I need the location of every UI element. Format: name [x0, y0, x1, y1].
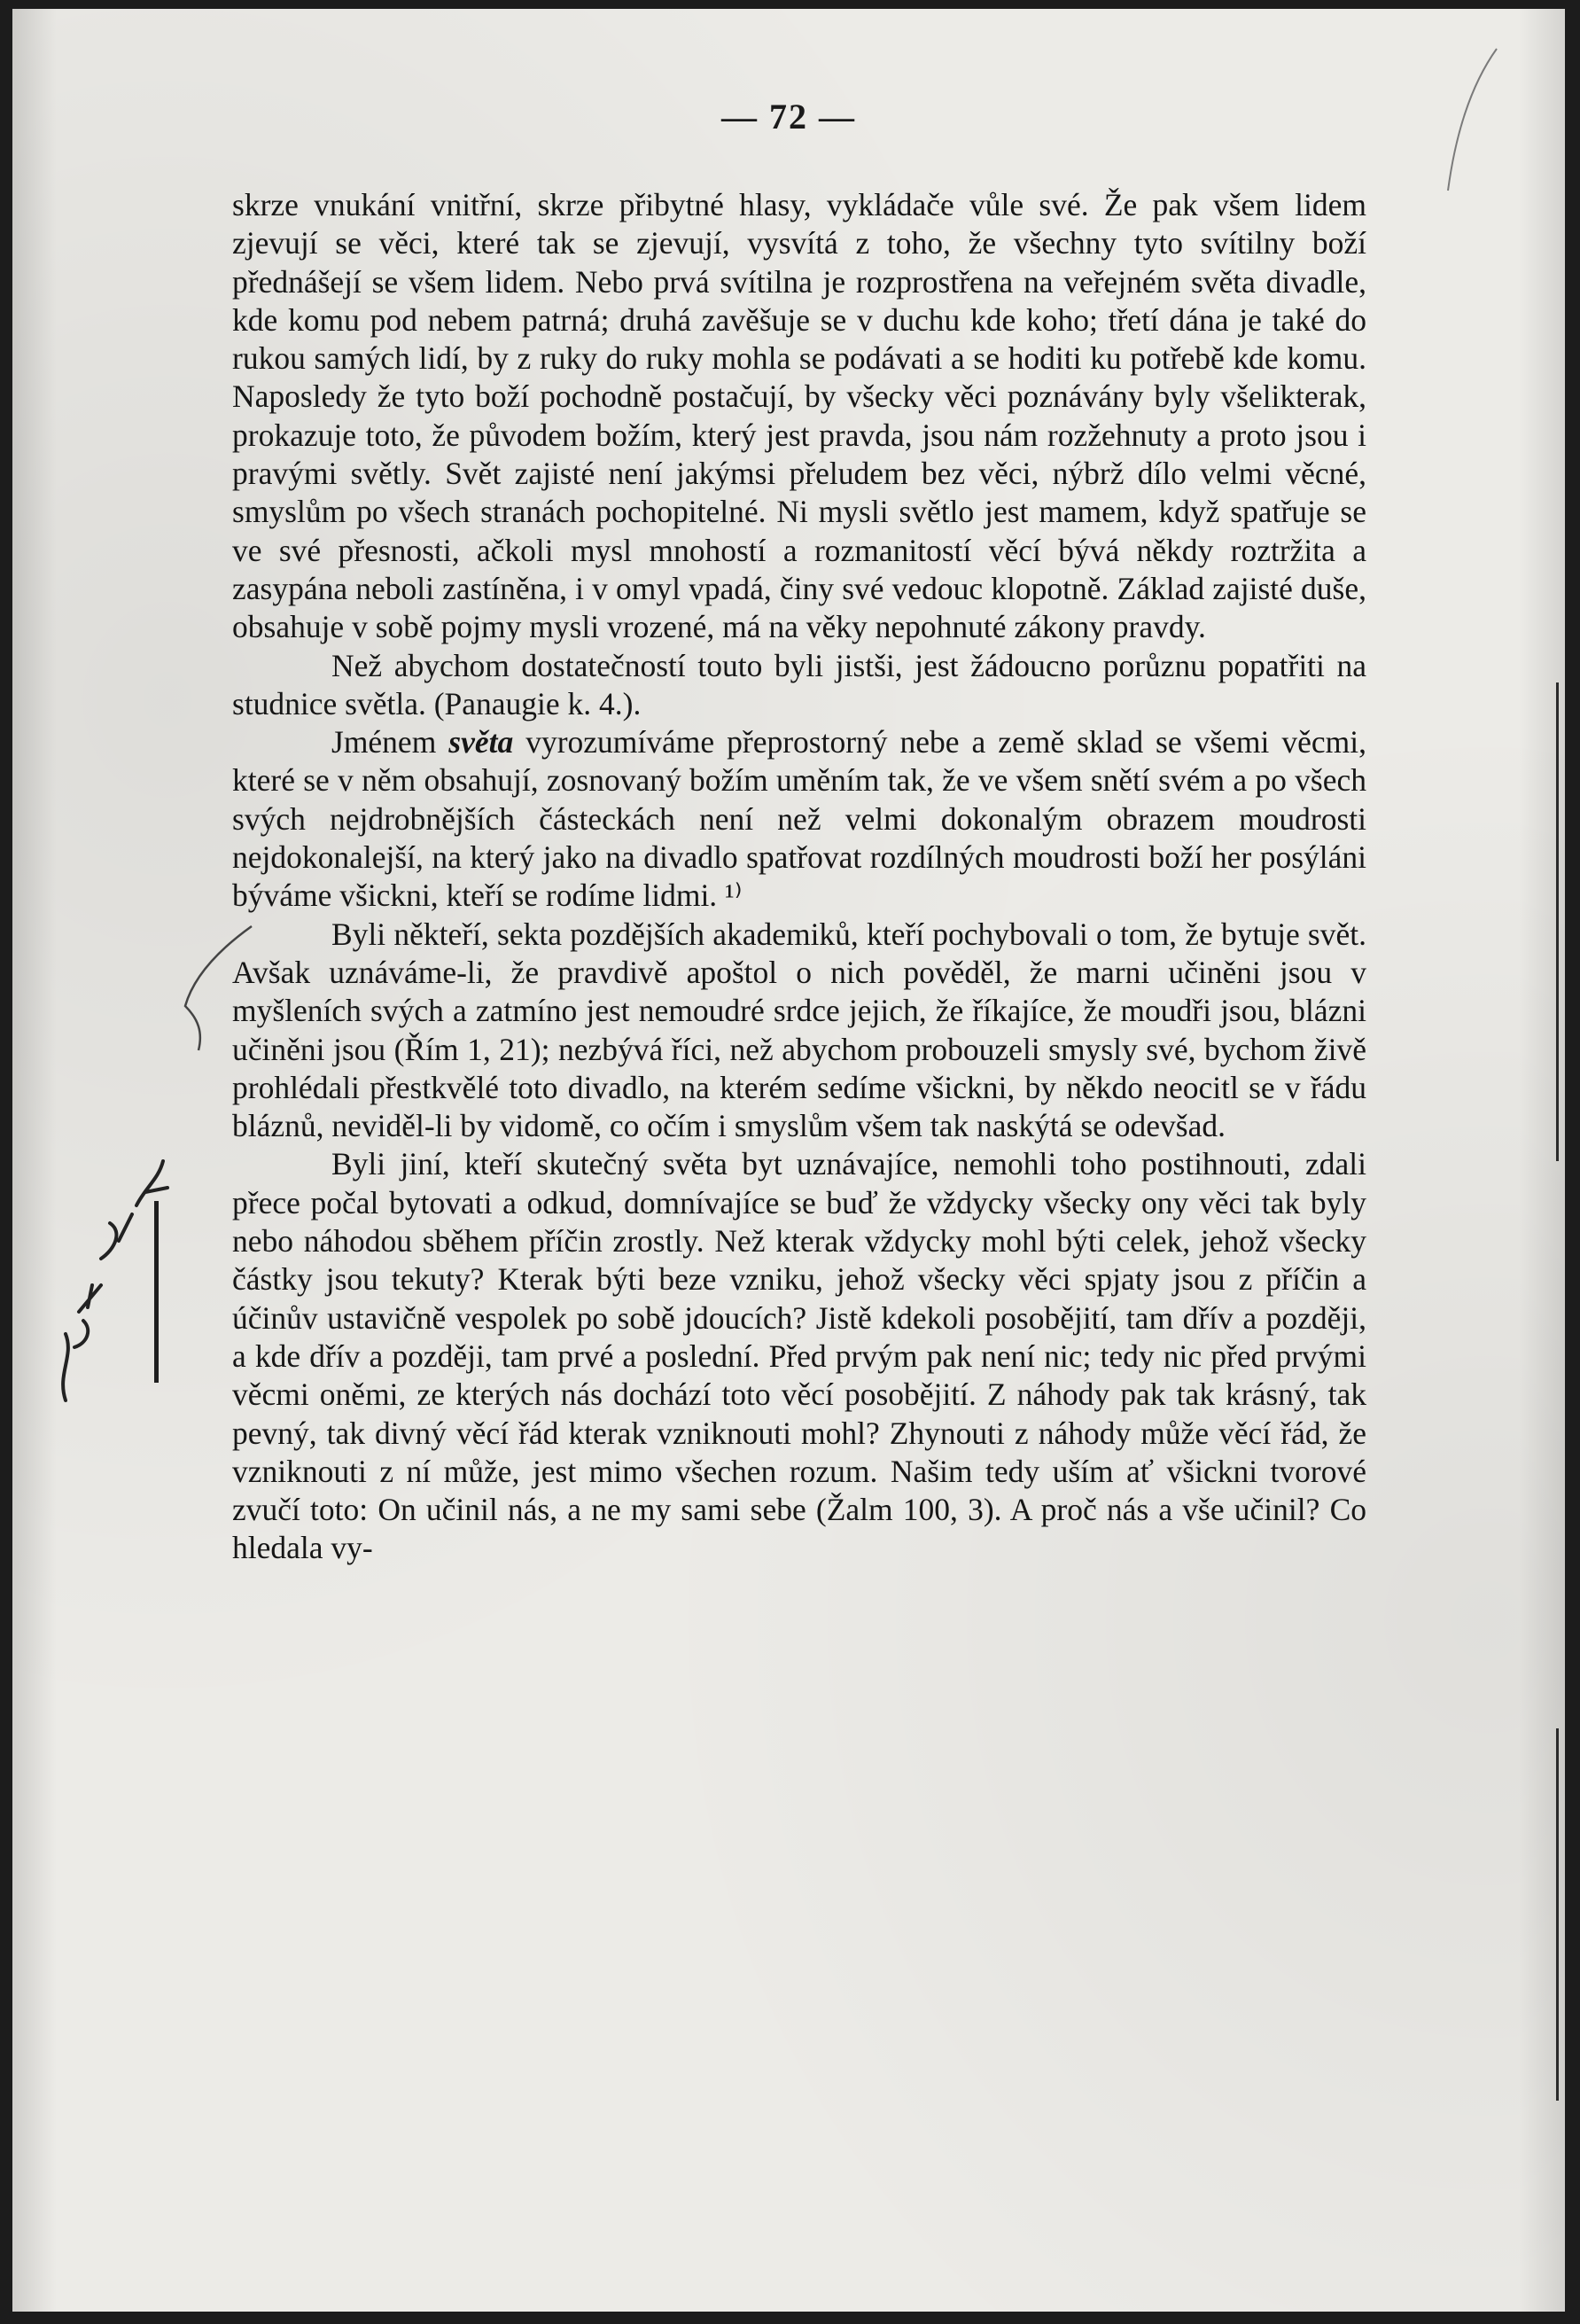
- right-edge-mark-2: [1556, 1728, 1559, 2101]
- paragraph-1: skrze vnukání vnitřní, skrze přibytné hlasy, vykládače vůle své. Že pak všem lidem zjevují se věci, které tak se zjevují, vysvítá z toho, že všechny tyto svítilny boží přednášejí se všem lidem. Nebo prvá svítilna je rozprostřena na veřejném světa divadle, kde komu pod nebem patrná; druhá zavěšuje se v duchu kde koho; třetí dána je také do rukou samých lidí, by z ruky do ruky mohla se podávati a se hoditi ku potřebě kde komu. Naposledy že tyto boží pochodně postačují, by všecky věci poznávány byly všelikterak, prokazuje toto, že původem božím, který jest pravda, jsou nám rozžehnuty a proto jsou i pravými světly. Svět zajisté není jakýmsi přeludem bez věci, nýbrž dílo velmi věcné, smyslům po všech stranách pochopitelné. Ni mysli světlo jest mamem, když spatřuje se ve své přesnosti, ačkoli mysl mnohostí a rozmanitostí věcí bývá někdy roztržita a zasypána neboli zastíněna, i v omyl vpadá, činy své vedouc klopotně. Základ zajisté duše, obsahuje v sobě pojmy mysli vrozené, má na věky nepohnuté zákony pravdy.: [232, 187, 1366, 645]
- right-edge-mark-1: [1556, 682, 1559, 1161]
- paragraph-2: Než abychom dostatečností touto byli jistši, jest žádoucno porůznu popatřiti na studnice světla. (Panaugie k. 4.).: [232, 647, 1366, 721]
- scanned-page: [12, 9, 1565, 2312]
- paragraph-4: Byli někteří, sekta pozdějších akademiků, kteří pochybovali o tom, že bytuje svět. Avšak uznáváme-li, že pravdivě apoštol o nich pověděl, že marni učiněni jsou v myšleních svých a zatmíno jest nemoudré srdce jejich, že říkajíce, že moudři jsou, blázni učiněni jsou (Řím 1, 21); nezbývá říci, než abychom probouzeli smysly své, bychom živě prohlédali přestkvělé toto divadlo, na kterém sedíme všickni, by někdo neocitl se v řádu bláznů, neviděl-li by vidomě, co očím i smyslům všem tak naskýtá se odevšad.: [232, 916, 1366, 1144]
- page-number: — 72 —: [721, 97, 856, 136]
- paragraph-3-start: Jménem: [331, 724, 449, 760]
- handwritten-margin-note: [48, 1152, 172, 1409]
- paragraph-3-rest: vyrozumíváme přeprostorný nebe a země sklad se všemi věcmi, které se v něm obsahují, zosnovaný božím uměním tak, že ve všem snětí svém a po všech svých nejdrobnějších částeckách není než velmi dokonalým obrazem moudrosti nejdokonalejší, na který jako na divadlo spatřovat rozdílných moudrosti boží her posýláni býváme všickni, kteří se rodíme lidmi. ¹⁾: [232, 724, 1366, 914]
- emphasis-svet: světa: [448, 724, 514, 760]
- body-text: [232, 186, 1366, 1568]
- paragraph-3: [232, 723, 1366, 915]
- margin-check-mark: [176, 922, 256, 1055]
- margin-vertical-line: [154, 1201, 159, 1383]
- paragraph-5: Byli jiní, kteří skutečný světa byt uznávajíce, nemohli toho postihnouti, zdali přece počal bytovati a odkud, domnívajíce se buď že vždycky všecky ony věci tak byly nebo náhodou sběhem příčin zrostly. Než kterak vždycky mohl býti celek, jehož všecky částky jsou tekuty? Kterak býti beze vzniku, jehož všecky věci spjaty jsou z příčin a účinův ustavičně vespolek po sobě jdoucích? Jistě kdekoli posobějití, tam dřív a později, a kde dřív a později, tam prvé a poslední. Před prvým pak není nic; tedy nic před prvými věcmi oněmi, ze kterých nás dochází toto věcí posobějití. Z náhody pak tak krásný, tak pevný, tak divný věcí řád kterak vzniknouti mohl? Zhynouti z náhody může věcí řád, že vzniknouti z ní může, jest mimo všechen rozum. Našim tedy uším ať všickni tvorové zvučí toto: On učinil nás, a ne my sami sebe (Žalm 100, 3). A proč nás a vše učinil? Co hledala vy-: [232, 1146, 1366, 1566]
